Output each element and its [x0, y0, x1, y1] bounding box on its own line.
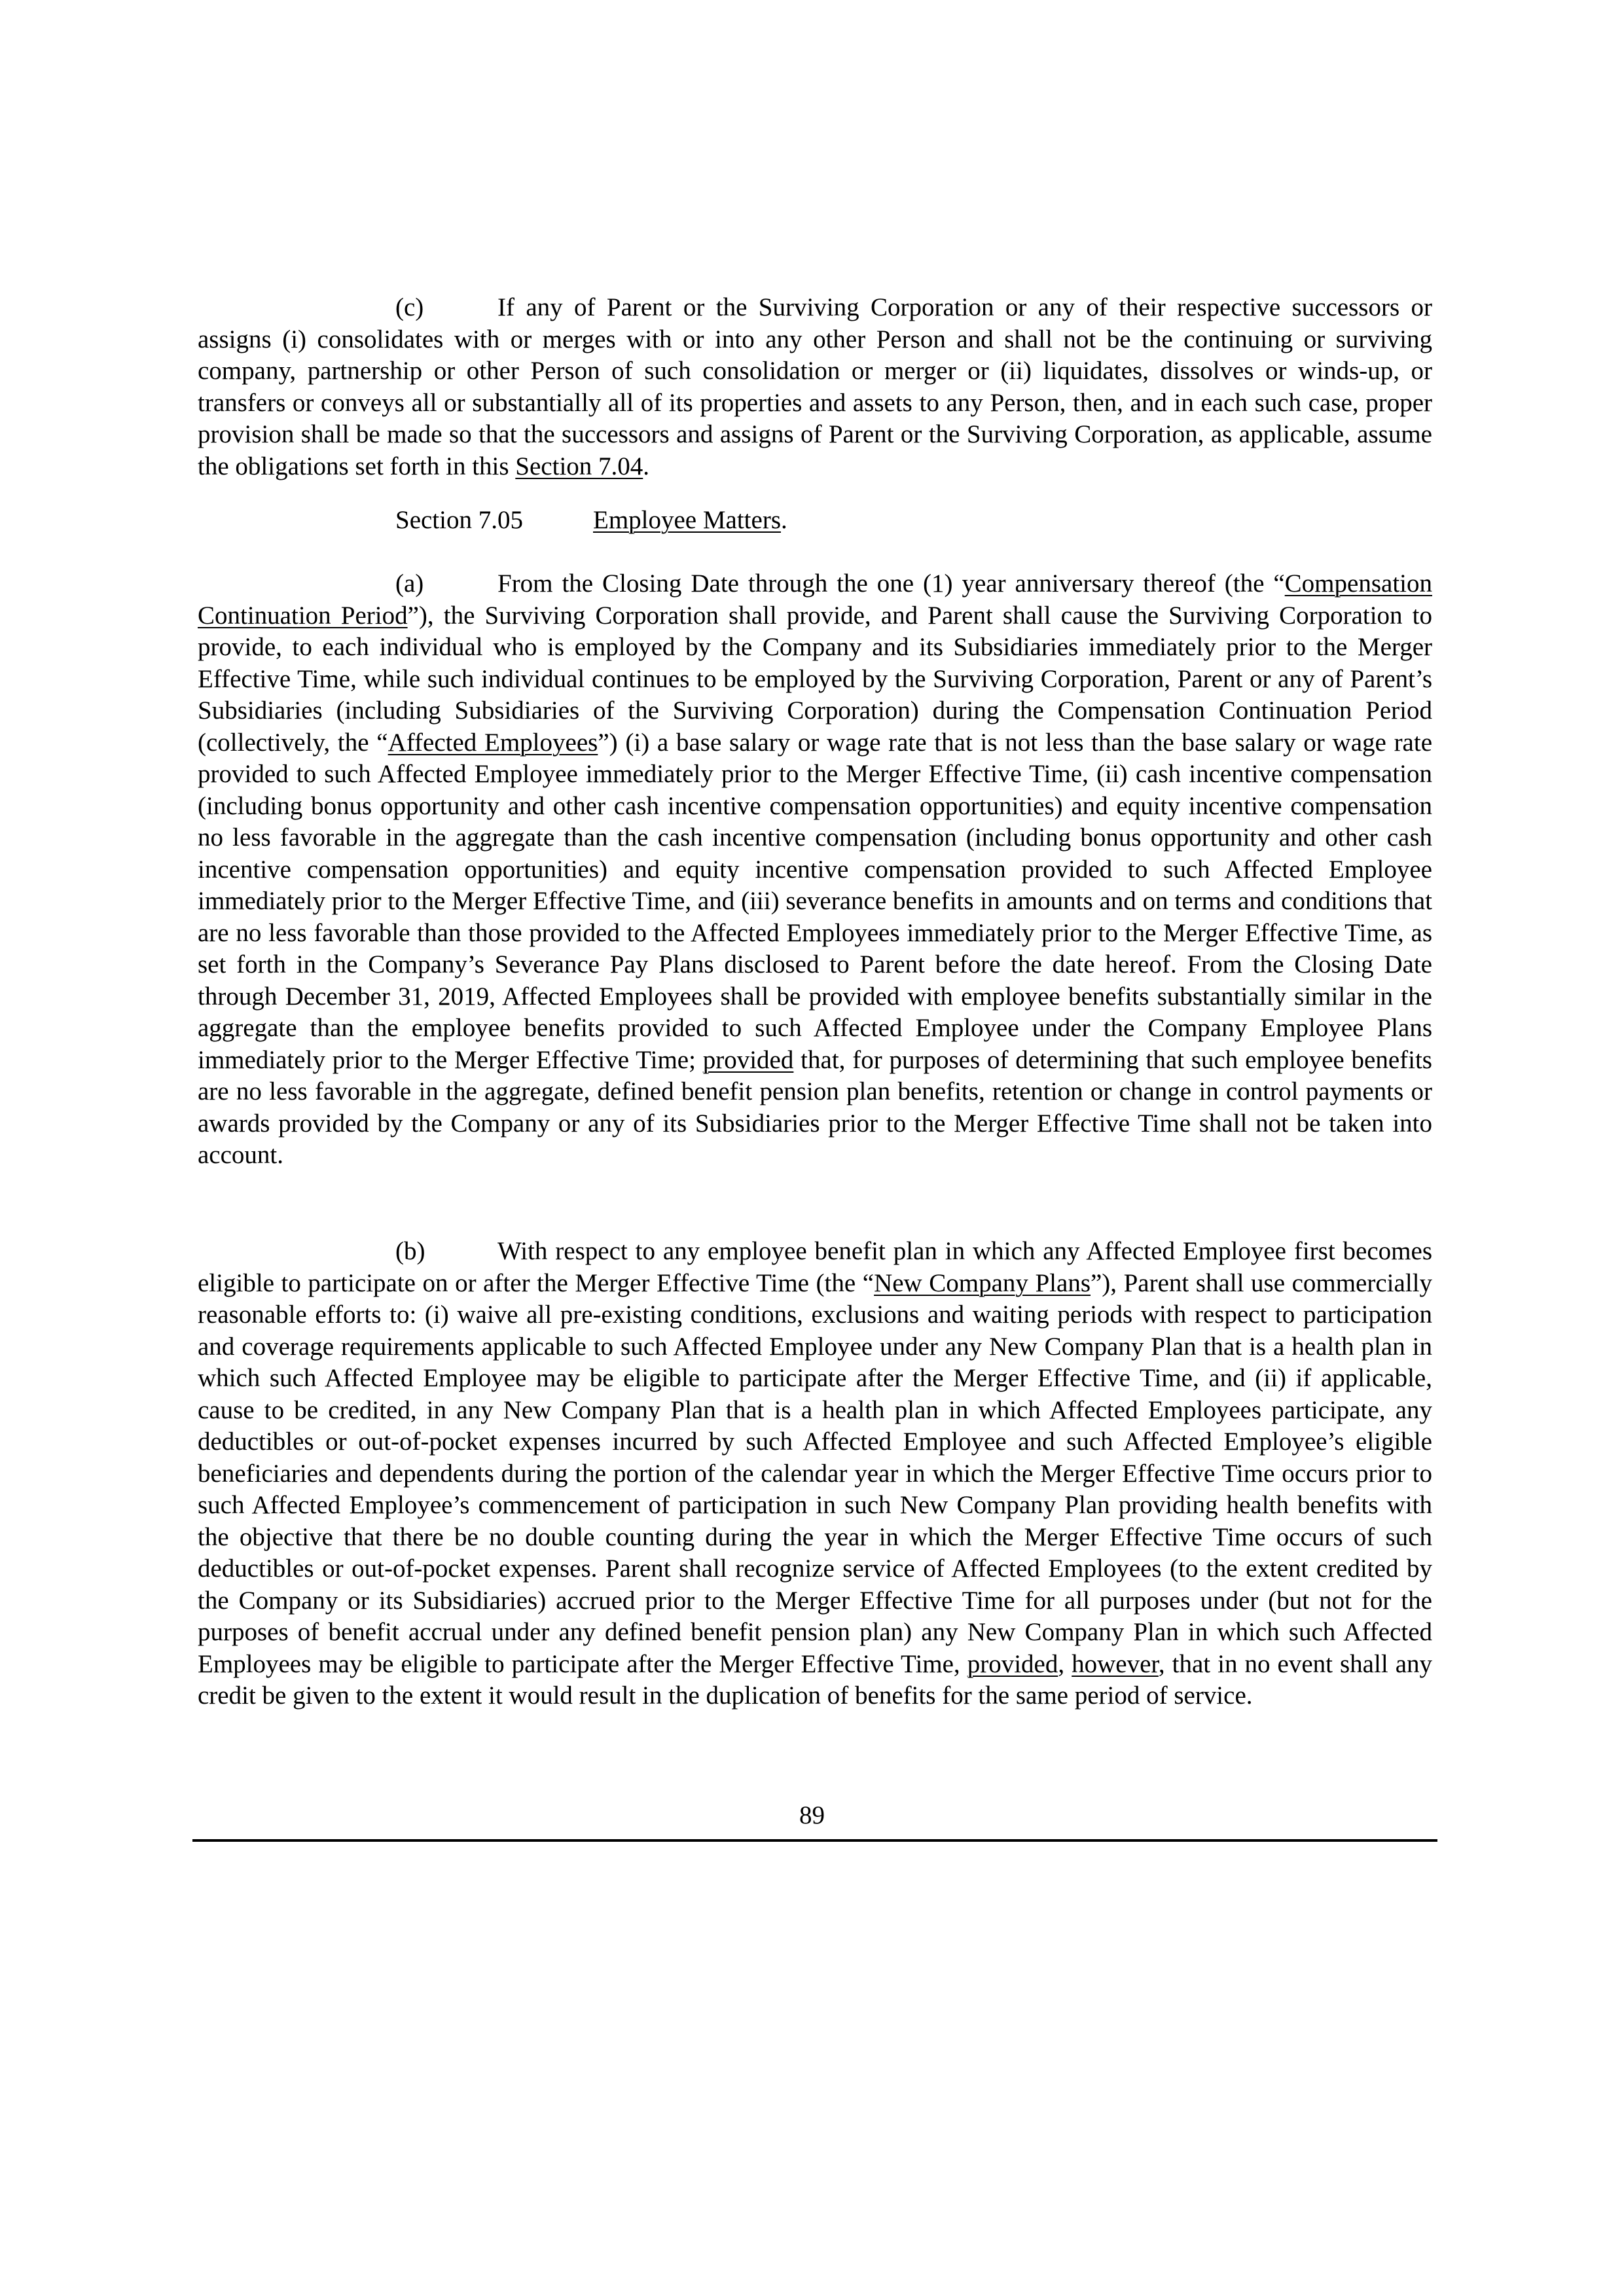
defined-term-compensation-continuation-period: Compensation Continuation Period — [198, 569, 1432, 630]
defined-term-new-company-plans: New Company Plans — [874, 1268, 1091, 1297]
page-number: 89 — [799, 1801, 825, 1829]
section-heading — [395, 505, 787, 537]
term-however: however — [1072, 1649, 1159, 1678]
paragraph-label-b: (b) — [395, 1237, 425, 1265]
paragraph-label-c: (c) — [395, 293, 424, 321]
term-provided-2: provided — [967, 1649, 1058, 1678]
section-title-end: . — [781, 506, 787, 534]
paragraph-a — [198, 568, 1432, 1172]
paragraph-b-text-2: ”), Parent shall use commercially reasonable efforts to: (i) waive all pre-existing conditions, exclusions and waiting periods with respect to participation and coverage requirements applicable to such Affected Employee under any New Company Plan that is a health plan in which such Affected Employee may be eligible to participate after the Merger Effective Time, and (ii) if applicable, cause to be credited, in any New Company Plan that is a health plan in which Affected Employees participate, any deductibles or out-of-pocket expenses incurred by such Affected Employee and such Affected Employee’s eligible beneficiaries and dependents during the portion of the calendar year in which the Merger Effective Time occurs prior to such Affected Employee’s commencement of participation in such New Company Plan providing health benefits with the objective that there be no double counting during the year in which the Merger Effective Time occurs of such deductibles or out-of-pocket expenses. Parent shall recognize service of Affected Employees (to the extent credited by the Company or its Subsidiaries) accrued prior to the Merger Effective Time for all purposes under (but not for the purposes of benefit accrual under any defined benefit pension plan) any New Company Plan in which such Affected Employees may be eligible to participate after the Merger Effective Time, — [198, 1268, 1432, 1678]
defined-term-affected-employees: Affected Employees — [388, 728, 598, 757]
paragraph-a-text-3: ”) (i) a base salary or wage rate that is not less than the base salary or wage rate provided to such Affected Employee immediately prior to the Merger Effective Time, (ii) cash incentive compensation (including bonus opportunity and other cash incentive compensation opportunities) and equity incentive compensation no less favorable in the aggregate than the cash incentive compensation (including bonus opportunity and other cash incentive compensation opportunities) and equity incentive compensation provided to such Affected Employee immediately prior to the Merger Effective Time, and (iii) severance benefits in amounts and on terms and conditions that are no less favorable than those provided to the Affected Employees immediately prior to the Merger Effective Time, as set forth in the Company’s Severance Pay Plans disclosed to Parent before the date hereof. From the Closing Date through December 31, 2019, Affected Employees shall be provided with employee benefits substantially similar in the aggregate than the employee benefits provided to such Affected Employee under the Company Employee Plans immediately prior to the Merger Effective Time; — [198, 728, 1433, 1074]
section-title: Employee Matters — [593, 506, 781, 534]
term-provided: provided — [702, 1045, 794, 1074]
footer-rule — [192, 1839, 1437, 1842]
paragraph-c-text-2: . — [643, 452, 650, 480]
paragraph-b-text-4: , that in no event shall any credit be given to the extent it would result in the duplication of benefits for the same period of service. — [198, 1649, 1433, 1710]
paragraph-c-text-1: If any of Parent or the Surviving Corporation or any of their respective successors or assigns (i) consolidates with or merges with or into any other Person and shall not be the continuing or surviving company, partnership or other Person of such consolidation or merger or (ii) liquidates, dissolves or winds-up, or transfers or conveys all or substantially all of its properties and assets to any Person, then, and in each such case, proper provision shall be made so that the successors and assigns of Parent or the Surviving Corporation, as applicable, assume the obligations set forth in this — [198, 293, 1432, 480]
paragraph-a-text-1: From the Closing Date through the one (1) year anniversary thereof (the “ — [497, 569, 1285, 598]
paragraph-a-text-4: that, for purposes of determining that such employee benefits are no less favorable in the aggregate, defined benefit pension plan benefits, retention or change in control payments or awards provided by the Company or any of its Subsidiaries prior to the Merger Effective Time shall not be taken into account. — [198, 1045, 1432, 1169]
paragraph-b — [198, 1236, 1432, 1712]
paragraph-b-text-3: , — [1058, 1649, 1072, 1678]
paragraph-label-a: (a) — [395, 569, 424, 598]
paragraph-c — [198, 292, 1432, 482]
section-7-04-reference: Section 7.04 — [515, 452, 643, 480]
paragraph-b-text-1: With respect to any employee benefit plan in which any Affected Employee first becomes eligible to participate on or after the Merger Effective Time (the “ — [198, 1237, 1432, 1297]
paragraph-a-text-2: ”), the Surviving Corporation shall provide, and Parent shall cause the Surviving Corporation to provide, to each individual who is employed by the Company and its Subsidiaries immediately prior to the Merger Effective Time, while such individual continues to be employed by the Surviving Corporation, Parent or any of Parent’s Subsidiaries (including Subsidiaries of the Surviving Corporation) during the Compensation Continuation Period (collectively, the “ — [198, 601, 1432, 757]
section-number: Section 7.05 — [395, 506, 523, 534]
